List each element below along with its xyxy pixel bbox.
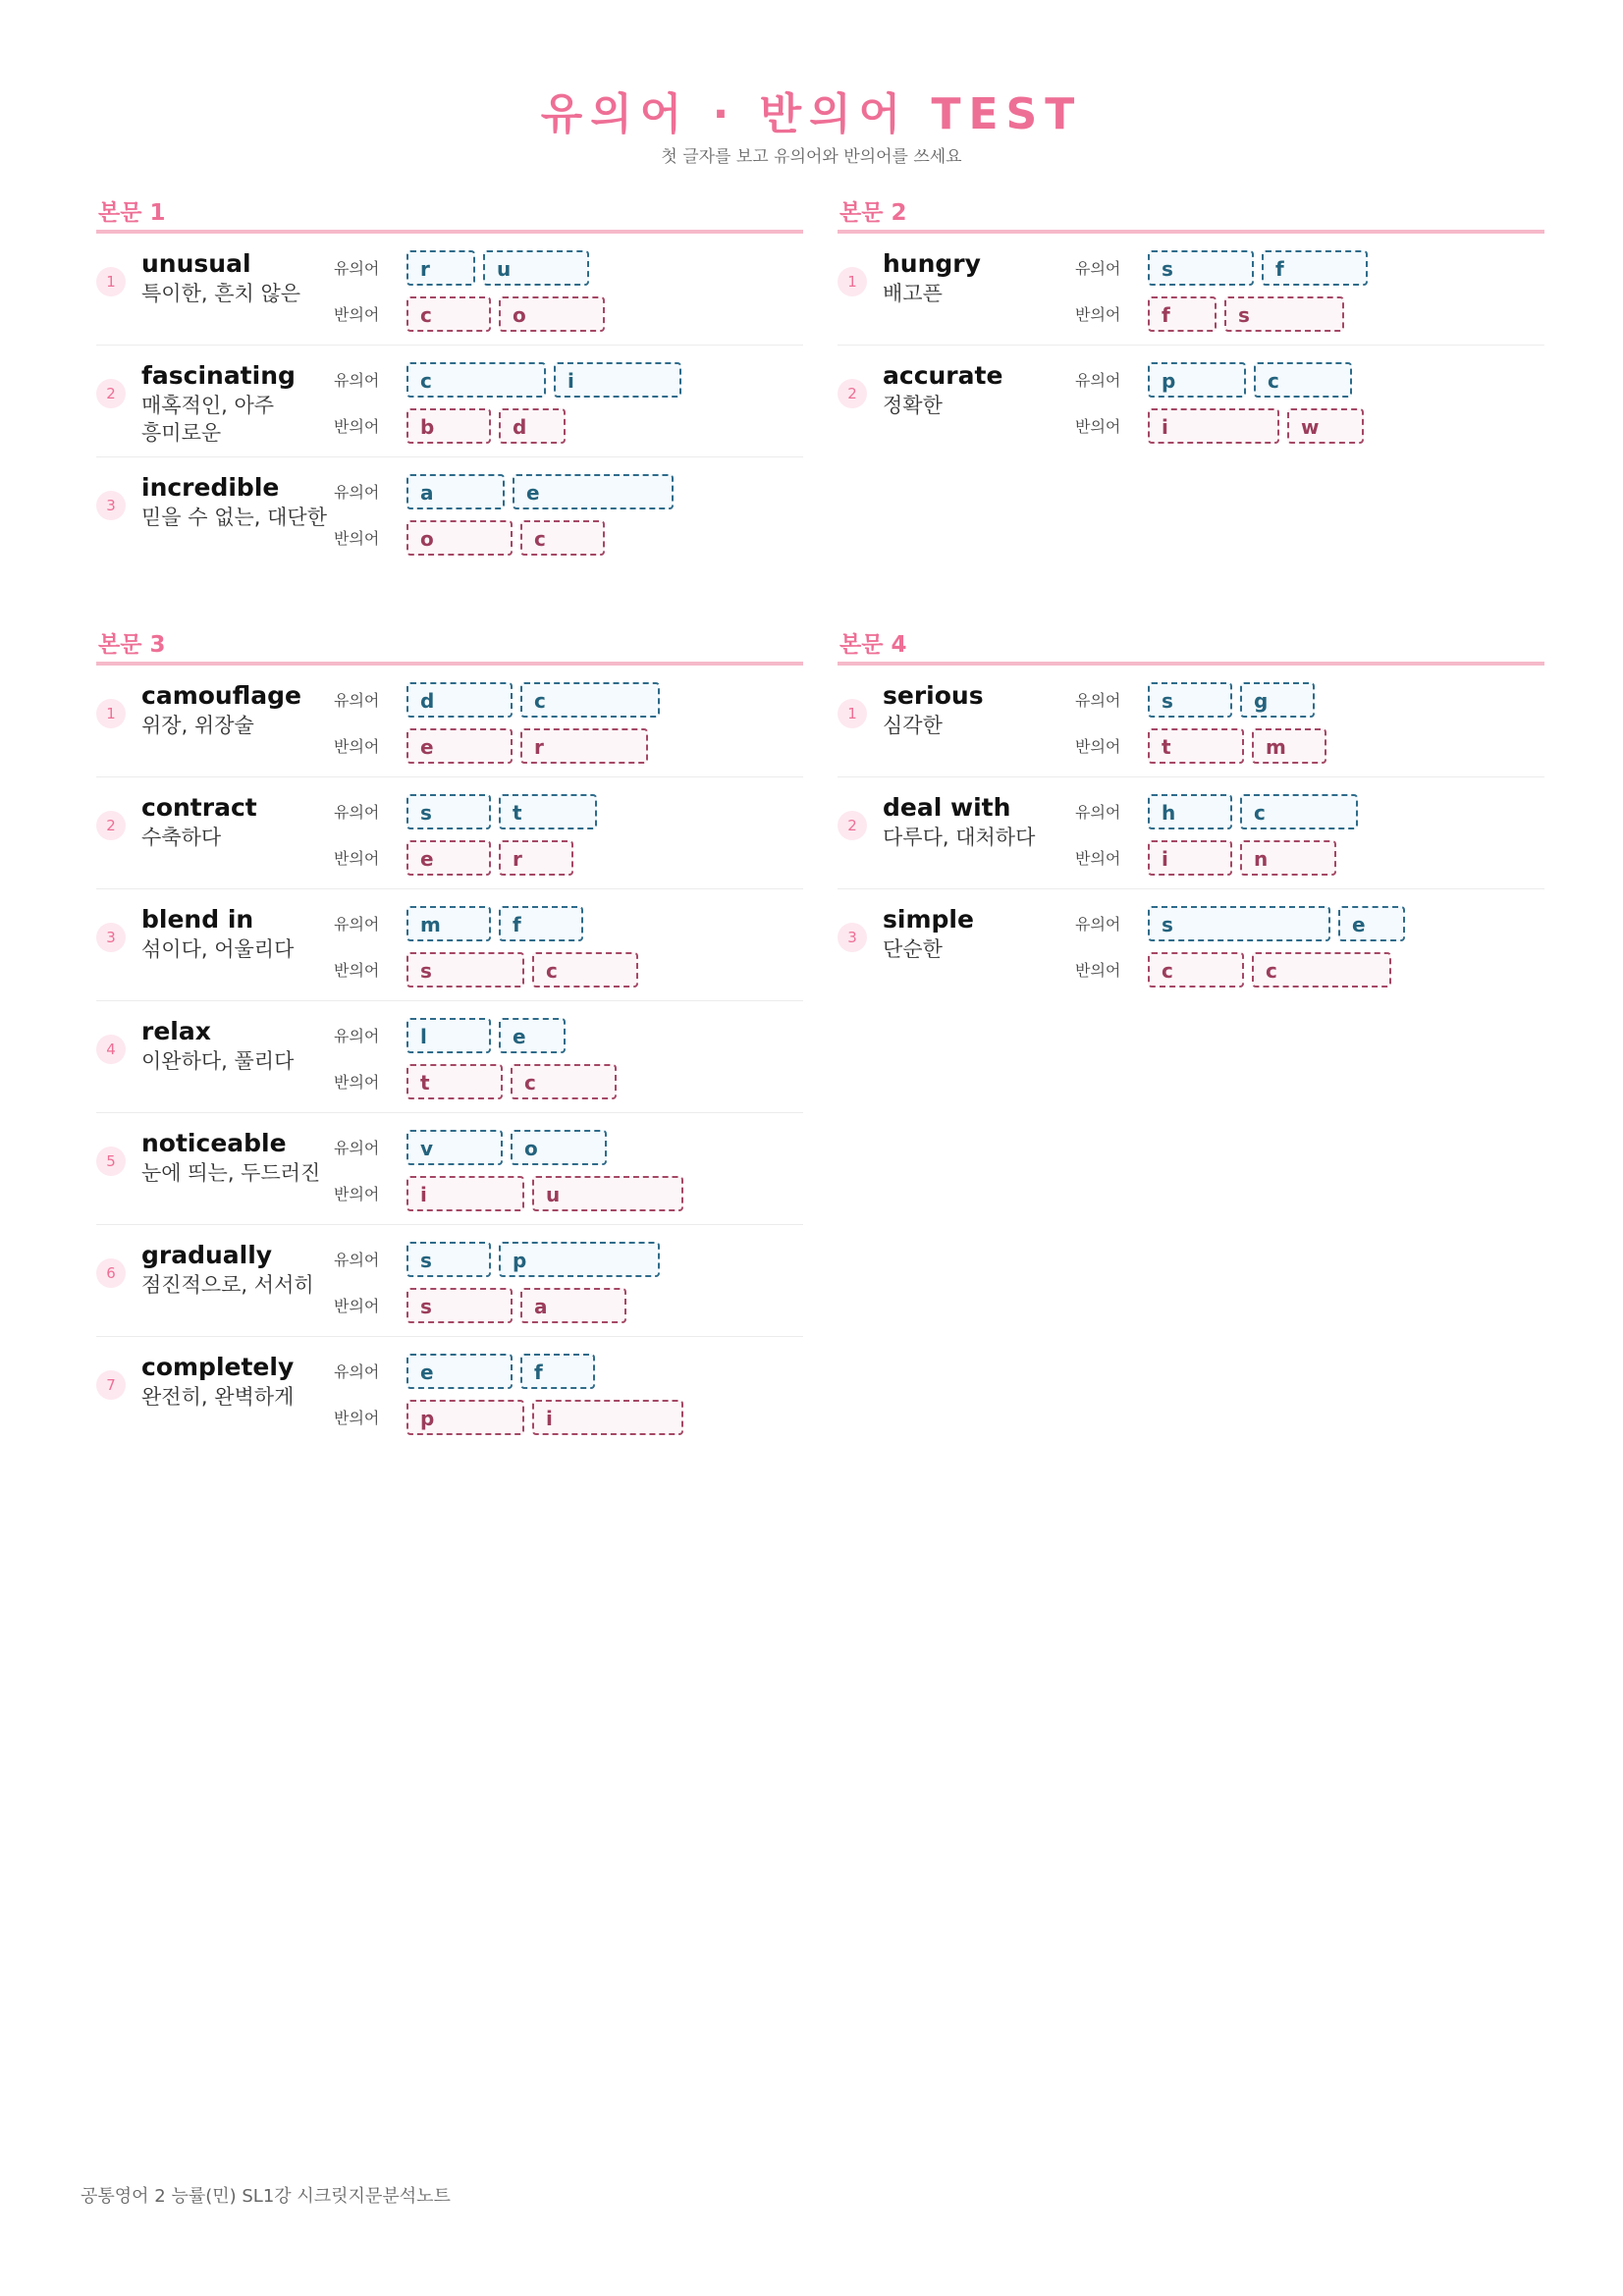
item-number: 7 [96,1370,126,1400]
synonym-answer-box[interactable]: g [1240,682,1315,718]
antonym-answer-box[interactable]: i [406,1176,524,1211]
antonym-answer-box[interactable]: s [1224,296,1344,332]
section-title: 본문 3 [96,628,803,666]
vocab-word: accurate [883,361,1003,390]
antonym-boxes [406,520,605,558]
antonym-boxes [1148,952,1391,989]
vocab-word: gradually [141,1241,273,1269]
antonym-label: 반의어 [334,1185,380,1203]
synonym-answer-box[interactable]: h [1148,794,1232,829]
synonym-boxes [406,250,589,288]
synonym-answer-box[interactable]: f [520,1354,595,1389]
item-number: 2 [96,379,126,408]
synonym-boxes [1148,362,1352,400]
antonym-label: 반의어 [334,417,380,436]
antonym-label: 반의어 [334,1073,380,1092]
vocab-item [96,1225,803,1337]
antonym-boxes [1148,728,1326,766]
item-number: 1 [96,267,126,296]
vocab-item [838,666,1544,777]
synonym-boxes [406,794,597,831]
vocab-meaning: 완전히, 완벽하게 [141,1385,295,1409]
antonym-answer-box[interactable]: s [406,952,524,988]
synonym-answer-box[interactable]: l [406,1018,491,1053]
synonym-boxes [406,362,681,400]
synonym-boxes [406,1354,595,1391]
synonym-answer-box[interactable]: d [406,682,513,718]
vocab-word: contract [141,793,257,822]
vocab-word: completely [141,1353,295,1381]
synonym-label: 유의어 [334,803,380,822]
vocab-word: noticeable [141,1129,287,1157]
vocab-word: simple [883,905,974,934]
antonym-answer-box[interactable]: f [1148,296,1217,332]
synonym-label: 유의어 [334,1362,380,1381]
synonym-answer-box[interactable]: e [499,1018,566,1053]
vocab-meaning: 수축하다 [141,826,222,849]
synonym-answer-box[interactable]: v [406,1130,503,1165]
vocab-item [96,1337,803,1448]
synonym-answer-box[interactable]: f [1262,250,1368,286]
page-subtitle: 첫 글자를 보고 유의어와 반의어를 쓰세요 [661,147,962,167]
antonym-answer-box[interactable]: c [520,520,605,556]
antonym-answer-box[interactable]: c [532,952,638,988]
antonym-label: 반의어 [334,849,380,868]
antonym-label: 반의어 [334,305,380,324]
antonym-answer-box[interactable]: m [1252,728,1326,764]
section-2 [838,196,1544,456]
section-3 [96,628,803,1448]
synonym-label: 유의어 [334,915,380,934]
antonym-answer-box[interactable]: c [511,1064,617,1099]
antonym-answer-box[interactable]: c [1252,952,1391,988]
vocab-item [96,666,803,777]
vocab-word: serious [883,681,984,710]
footer-text: 공통영어 2 능률(민) SL1강 시크릿지문분석노트 [81,2186,451,2207]
vocab-word: camouflage [141,681,301,710]
item-number: 6 [96,1258,126,1288]
item-number: 2 [838,811,867,840]
antonym-boxes [406,840,573,878]
vocab-meaning: 다루다, 대처하다 [883,826,1036,849]
synonym-answer-box[interactable]: p [1148,362,1246,398]
synonym-answer-box[interactable]: i [554,362,681,398]
antonym-answer-box[interactable]: e [406,840,491,876]
synonym-label: 유의어 [1075,915,1121,934]
antonym-answer-box[interactable]: c [406,296,491,332]
synonym-label: 유의어 [334,259,380,278]
vocab-word: hungry [883,249,981,278]
synonym-answer-box[interactable]: c [1254,362,1352,398]
vocab-word: unusual [141,249,251,278]
vocab-meaning: 특이한, 흔치 않은 [141,282,301,305]
antonym-answer-box[interactable]: i [532,1400,683,1435]
synonym-answer-box[interactable]: e [1338,906,1405,941]
antonym-label: 반의어 [1075,961,1121,980]
synonym-label: 유의어 [334,1251,380,1269]
synonym-answer-box[interactable]: s [1148,682,1232,718]
section-title: 본문 4 [838,628,1544,666]
antonym-label: 반의어 [334,529,380,548]
antonym-label: 반의어 [334,1297,380,1315]
vocab-meaning: 매혹적인, 아주 흥미로운 [141,394,275,445]
synonym-answer-box[interactable]: s [406,1242,491,1277]
vocab-meaning: 단순한 [883,937,943,961]
vocab-word: relax [141,1017,211,1045]
vocab-word: incredible [141,473,280,502]
vocab-item [838,777,1544,889]
antonym-answer-box[interactable]: a [520,1288,626,1323]
item-number: 3 [96,923,126,952]
antonym-answer-box[interactable]: r [520,728,648,764]
antonym-boxes [406,1064,617,1101]
vocab-item [96,889,803,1001]
synonym-label: 유의어 [334,483,380,502]
synonym-answer-box[interactable]: s [406,794,491,829]
synonym-answer-box[interactable]: m [406,906,491,941]
synonym-boxes [406,474,674,511]
synonym-answer-box[interactable]: s [1148,250,1254,286]
synonym-answer-box[interactable]: u [483,250,589,286]
synonym-boxes [406,1242,660,1279]
synonym-answer-box[interactable]: c [1240,794,1358,829]
item-number: 1 [96,699,126,728]
antonym-answer-box[interactable]: u [532,1176,683,1211]
antonym-label: 반의어 [1075,417,1121,436]
synonym-boxes [1148,794,1358,831]
antonym-boxes [1148,840,1336,878]
synonym-boxes [1148,906,1405,943]
vocab-meaning: 믿을 수 없는, 대단한 [141,506,327,529]
antonym-answer-box[interactable]: b [406,408,491,444]
antonym-label: 반의어 [334,1409,380,1427]
antonym-label: 반의어 [334,961,380,980]
antonym-answer-box[interactable]: r [499,840,573,876]
synonym-label: 유의어 [1075,691,1121,710]
vocab-item [838,346,1544,456]
synonym-answer-box[interactable]: s [1148,906,1330,941]
antonym-answer-box[interactable]: s [406,1288,513,1323]
antonym-answer-box[interactable]: t [1148,728,1244,764]
antonym-boxes [406,1288,626,1325]
synonym-boxes [1148,250,1368,288]
antonym-answer-box[interactable]: i [1148,408,1279,444]
antonym-boxes [406,728,648,766]
antonym-answer-box[interactable]: o [406,520,513,556]
antonym-label: 반의어 [1075,305,1121,324]
vocab-meaning: 이완하다, 풀리다 [141,1049,295,1073]
section-1 [96,196,803,568]
vocab-item [96,457,803,568]
synonym-label: 유의어 [1075,371,1121,390]
vocab-meaning: 점진적으로, 서서히 [141,1273,314,1297]
section-title: 본문 2 [838,196,1544,234]
antonym-answer-box[interactable]: n [1240,840,1336,876]
synonym-answer-box[interactable]: a [406,474,505,509]
antonym-answer-box[interactable]: t [406,1064,503,1099]
antonym-boxes [406,1400,683,1437]
antonym-boxes [1148,408,1364,446]
vocab-meaning: 정확한 [883,394,943,417]
antonym-label: 반의어 [334,737,380,756]
vocab-word: deal with [883,793,1011,822]
synonym-boxes [406,1018,566,1055]
synonym-answer-box[interactable]: e [513,474,674,509]
vocab-item [96,1113,803,1225]
vocab-meaning: 섞이다, 어울리다 [141,937,295,961]
synonym-label: 유의어 [1075,803,1121,822]
antonym-boxes [406,408,566,446]
antonym-label: 반의어 [1075,849,1121,868]
synonym-boxes [406,682,660,720]
synonym-label: 유의어 [334,691,380,710]
synonym-label: 유의어 [334,371,380,390]
antonym-answer-box[interactable]: p [406,1400,524,1435]
item-number: 1 [838,267,867,296]
item-number: 3 [838,923,867,952]
synonym-boxes [1148,682,1315,720]
vocab-word: blend in [141,905,254,934]
antonym-boxes [1148,296,1344,334]
item-number: 2 [96,811,126,840]
synonym-answer-box[interactable]: e [406,1354,513,1389]
synonym-answer-box[interactable]: f [499,906,583,941]
item-number: 2 [838,379,867,408]
section-title: 본문 1 [96,196,803,234]
vocab-meaning: 눈에 띄는, 두드러진 [141,1161,321,1185]
synonym-label: 유의어 [1075,259,1121,278]
synonym-answer-box[interactable]: r [406,250,475,286]
vocab-meaning: 심각한 [883,714,943,737]
antonym-label: 반의어 [1075,737,1121,756]
vocab-item [96,234,803,346]
vocab-meaning: 배고픈 [883,282,943,305]
antonym-boxes [406,1176,683,1213]
page-title: 유의어 · 반의어 TEST [540,89,1083,139]
synonym-answer-box[interactable]: t [499,794,597,829]
antonym-answer-box[interactable]: c [1148,952,1244,988]
antonym-answer-box[interactable]: i [1148,840,1232,876]
vocab-word: fascinating [141,361,296,390]
antonym-answer-box[interactable]: o [499,296,605,332]
synonym-boxes [406,906,583,943]
antonym-answer-box[interactable]: w [1287,408,1364,444]
synonym-label: 유의어 [334,1139,380,1157]
item-number: 1 [838,699,867,728]
antonym-boxes [406,296,605,334]
synonym-boxes [406,1130,607,1167]
vocab-item [838,234,1544,346]
antonym-answer-box[interactable]: d [499,408,566,444]
item-number: 4 [96,1035,126,1064]
vocab-item [838,889,1544,1000]
vocab-item [96,1001,803,1113]
synonym-answer-box[interactable]: p [499,1242,660,1277]
item-number: 5 [96,1147,126,1176]
synonym-answer-box[interactable]: o [511,1130,607,1165]
vocab-item [96,777,803,889]
section-4 [838,628,1544,1000]
vocab-item [96,346,803,457]
vocab-meaning: 위장, 위장술 [141,714,254,737]
antonym-answer-box[interactable]: e [406,728,513,764]
synonym-answer-box[interactable]: c [406,362,546,398]
synonym-answer-box[interactable]: c [520,682,660,718]
antonym-boxes [406,952,638,989]
item-number: 3 [96,491,126,520]
synonym-label: 유의어 [334,1027,380,1045]
